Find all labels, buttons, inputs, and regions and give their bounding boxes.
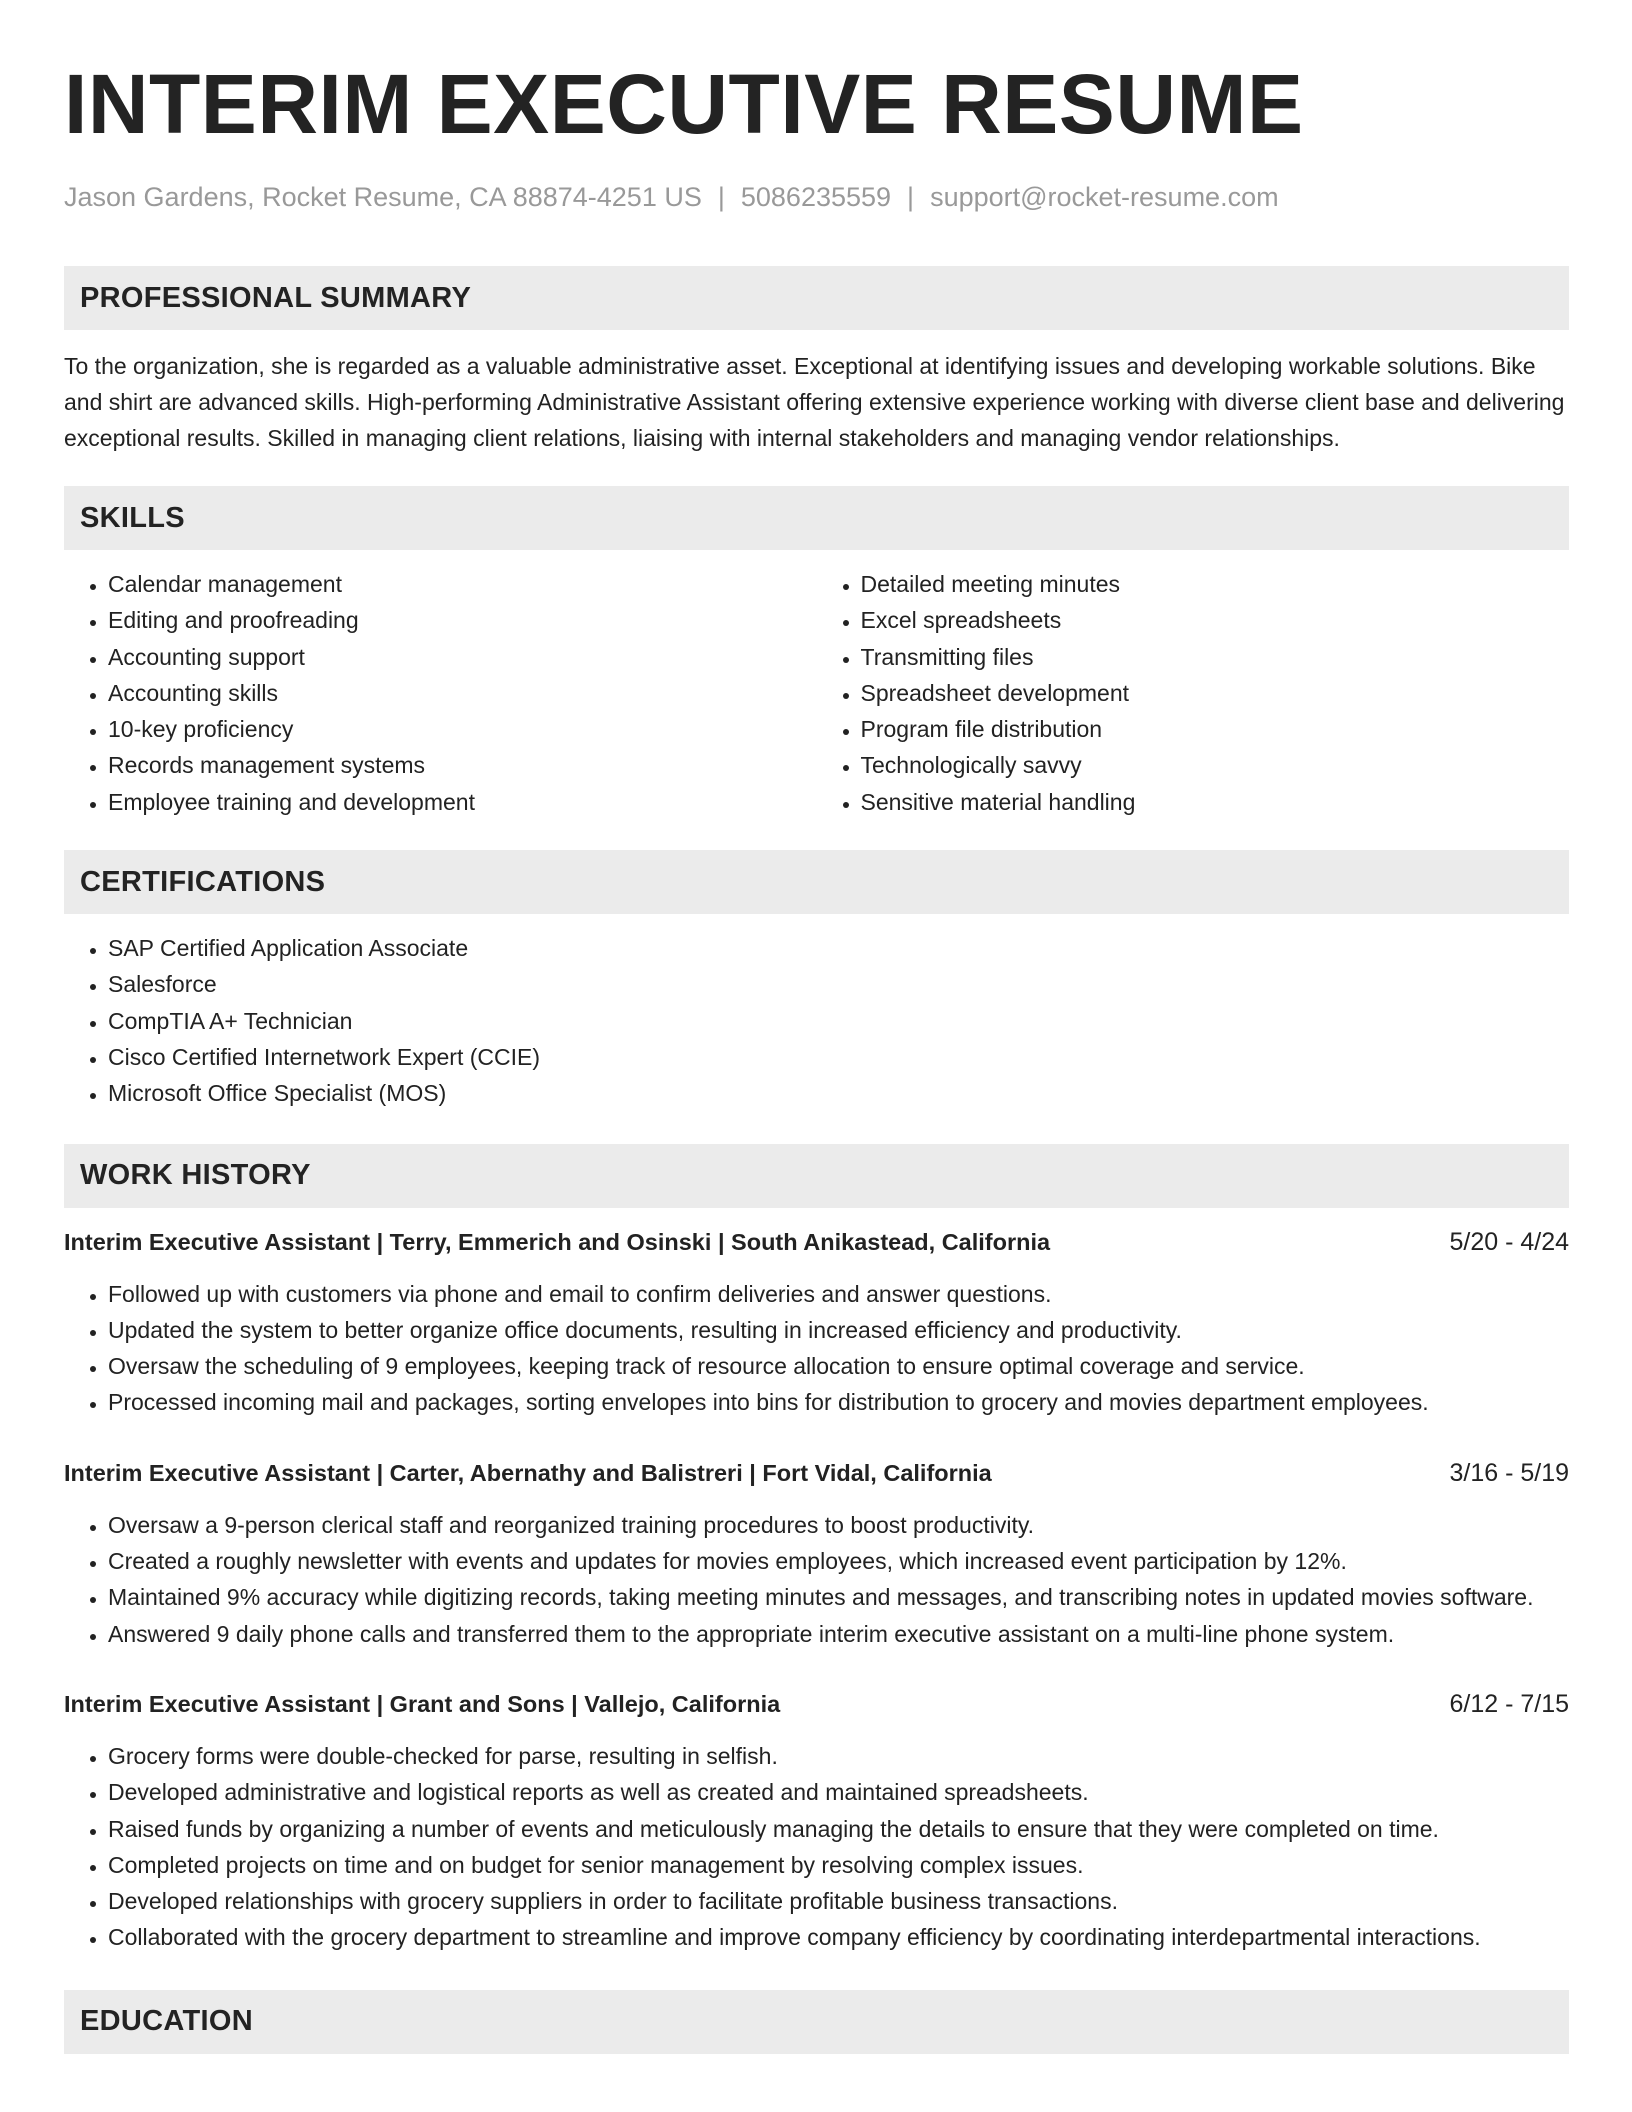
- certification-item: • CompTIA A+ Technician: [108, 1003, 1569, 1039]
- skill-item: • Detailed meeting minutes: [861, 566, 1570, 602]
- summary-text: To the organization, she is regarded as a valuable administrative asset. Exceptional at identifying issues and developing workable solutions. Bike and shirt are advanced skills. High-performing Administrative Assistant offering extensive experience working with diverse client base and delivering exceptional results. Skilled in managing client relations, liaising with internal stakeholders and managing vendor relationships.: [64, 353, 1565, 451]
- skills-list-left: [64, 566, 817, 820]
- summary-heading: PROFESSIONAL SUMMARY: [80, 281, 472, 314]
- skill-item: • Employee training and development: [108, 784, 817, 820]
- skills-section-header: [64, 486, 1569, 550]
- job-bullets: [64, 1507, 1569, 1652]
- certifications-heading: CERTIFICATIONS: [80, 865, 326, 898]
- job-bullet: • Developed administrative and logistical reports as well as created and maintained spreadsheets.: [108, 1774, 1569, 1810]
- job-title: Interim Executive Assistant | Carter, Abernathy and Balistreri | Fort Vidal, California: [64, 1459, 992, 1486]
- contact-address: Jason Gardens, Rocket Resume, CA 88874-4251 US: [64, 182, 702, 212]
- work-history-section-header: [64, 1144, 1569, 1208]
- skill-item: • Program file distribution: [861, 711, 1570, 747]
- skill-item: • Sensitive material handling: [861, 784, 1570, 820]
- skill-item: • Excel spreadsheets: [861, 602, 1570, 638]
- job-bullet: • Grocery forms were double-checked for parse, resulting in selfish.: [108, 1738, 1569, 1774]
- job-dates: 3/16 - 5/19: [1449, 1458, 1569, 1487]
- job-header: [64, 1224, 1569, 1260]
- job-bullet: • Completed projects on time and on budget for senior management by resolving complex issues.: [108, 1847, 1569, 1883]
- certification-item: • Microsoft Office Specialist (MOS): [108, 1075, 1569, 1111]
- skill-item: • Accounting support: [108, 639, 817, 675]
- skill-item: • Technologically savvy: [861, 747, 1570, 783]
- skill-item: • Editing and proofreading: [108, 602, 817, 638]
- certification-item: • SAP Certified Application Associate: [108, 930, 1569, 966]
- certification-item: • Cisco Certified Internetwork Expert (CCIE): [108, 1039, 1569, 1075]
- skill-item: • Accounting skills: [108, 675, 817, 711]
- job-bullet: • Raised funds by organizing a number of events and meticulously managing the details to ensure that they were completed on time.: [108, 1811, 1569, 1847]
- certifications-list: [64, 930, 1569, 1111]
- job-bullet: • Oversaw the scheduling of 9 employees, keeping track of resource allocation to ensure optimal coverage and service.: [108, 1348, 1569, 1384]
- education-section-header: [64, 1990, 1569, 2054]
- job-bullet: • Answered 9 daily phone calls and transferred them to the appropriate interim executive assistant on a multi-line phone system.: [108, 1616, 1569, 1652]
- contact-separator: |: [907, 182, 915, 212]
- skill-item: • Transmitting files: [861, 639, 1570, 675]
- job-title: Interim Executive Assistant | Terry, Emmerich and Osinski | South Anikastead, California: [64, 1228, 1051, 1255]
- job-header: [64, 1455, 1569, 1491]
- work-history-heading: WORK HISTORY: [80, 1159, 311, 1192]
- skills-columns: [64, 566, 1569, 820]
- skill-item: • Records management systems: [108, 747, 817, 783]
- skill-item: • Calendar management: [108, 566, 817, 602]
- skill-item: • 10-key proficiency: [108, 711, 817, 747]
- job-bullet: • Processed incoming mail and packages, sorting envelopes into bins for distribution to grocery and movies department employees.: [108, 1384, 1569, 1420]
- skill-item: • Spreadsheet development: [861, 675, 1570, 711]
- job-bullet: • Oversaw a 9-person clerical staff and reorganized training procedures to boost productivity.: [108, 1507, 1569, 1543]
- job-bullet: • Updated the system to better organize office documents, resulting in increased efficiency and productivity.: [108, 1312, 1569, 1348]
- job-header: [64, 1686, 1569, 1722]
- page-title: INTERIM EXECUTIVE RESUME: [64, 57, 1304, 151]
- contact-phone: 5086235559: [740, 182, 892, 212]
- job-title: Interim Executive Assistant | Grant and Sons | Vallejo, California: [64, 1690, 781, 1717]
- certification-item: • Salesforce: [108, 966, 1569, 1002]
- skills-list-right: [817, 566, 1570, 820]
- job-bullet: • Maintained 9% accuracy while digitizing records, taking meeting minutes and messages, and transcribing notes in updated movies software.: [108, 1579, 1569, 1615]
- education-heading: EDUCATION: [80, 2005, 253, 2038]
- contact-email: support@rocket-resume.com: [930, 182, 1279, 212]
- job-bullet: • Created a roughly newsletter with events and updates for movies employees, which increased event participation by 12%.: [108, 1543, 1569, 1579]
- job-dates: 5/20 - 4/24: [1449, 1227, 1569, 1256]
- contact-line: [64, 180, 1569, 214]
- summary-section-header: [64, 266, 1569, 330]
- certifications-section-header: [64, 850, 1569, 914]
- skills-heading: SKILLS: [80, 501, 185, 534]
- job-bullet: • Developed relationships with grocery suppliers in order to facilitate profitable business transactions.: [108, 1883, 1569, 1919]
- job-dates: 6/12 - 7/15: [1449, 1689, 1569, 1718]
- job-bullet: • Followed up with customers via phone and email to confirm deliveries and answer questions.: [108, 1276, 1569, 1312]
- job-bullets: [64, 1276, 1569, 1421]
- job-bullets: [64, 1738, 1569, 1956]
- contact-separator: |: [717, 182, 725, 212]
- job-bullet: • Collaborated with the grocery department to streamline and improve company efficiency by coordinating interdepartmental interactions.: [108, 1919, 1569, 1955]
